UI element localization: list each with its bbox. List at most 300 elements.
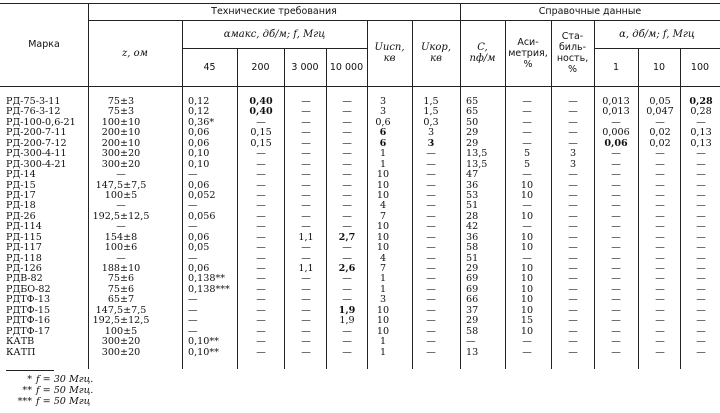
cell-a45: 0,06 (188, 179, 210, 191)
cell-b100: — (696, 221, 706, 233)
header-capacitance: C, пф/м (469, 42, 496, 64)
header-corona-voltage: Uкор, кв (421, 42, 451, 64)
cell-a200: — (256, 116, 266, 128)
cell-stab: — (568, 315, 578, 327)
cell-uisp: 1 (379, 273, 387, 285)
cell-z: 188±10 (101, 263, 141, 274)
cell-b10: — (655, 242, 665, 254)
cell-b100: — (696, 116, 706, 128)
cell-mark: РД-300-4-21 (6, 158, 67, 170)
cell-b10: 0,047 (646, 106, 674, 118)
cell-z: 200±10 (101, 127, 141, 139)
cell-b100: — (696, 283, 706, 295)
cell-b10: — (655, 273, 665, 285)
cell-c: — (466, 336, 476, 348)
cell-stab: 3 (569, 158, 577, 170)
cell-a45: 0,10 (188, 158, 210, 170)
cell-a200: — (256, 304, 266, 316)
cell-uisp: 10 (376, 315, 390, 327)
cell-z: 147,5±7,5 (95, 179, 147, 191)
cell-b1: — (611, 189, 621, 201)
cell-uisp: 10 (376, 304, 390, 316)
cell-uisp: 7 (379, 210, 387, 222)
cell-b1: 0,06 (604, 137, 628, 149)
cell-ukor: 3 (427, 127, 435, 139)
cell-a45: 0,10** (188, 336, 219, 348)
cell-ukor: — (426, 346, 436, 358)
cell-a3000: — (301, 336, 311, 348)
header-beta: α, дб/м; f, Мгц (619, 28, 695, 40)
cell-b100: — (696, 200, 706, 212)
cell-b1: — (611, 325, 621, 337)
cell-b100: — (696, 210, 706, 222)
cell-a3000: — (301, 169, 311, 181)
cell-mark: РД-117 (6, 242, 42, 254)
cell-a10k: — (342, 158, 352, 170)
cell-stab: — (568, 304, 578, 316)
cell-uisp: 10 (376, 221, 390, 233)
cell-b10: — (655, 158, 665, 170)
cell-ukor: 1,5 (423, 106, 439, 118)
footnote-marker: * (27, 374, 32, 385)
cell-a45: 0,138** (188, 273, 226, 285)
cell-a3000: — (301, 283, 311, 295)
cell-stab: — (568, 263, 578, 274)
cell-z: 100±5 (104, 325, 138, 337)
cell-a45: 0,12 (188, 106, 210, 118)
cell-uisp: 1 (379, 346, 387, 358)
cell-a10k: 2,6 (338, 263, 356, 274)
cell-mark: РД-100-0,6-21 (6, 116, 76, 128)
cell-ukor: — (426, 169, 436, 181)
cell-c: 29 (466, 137, 479, 149)
cell-asym: 5 (523, 158, 531, 170)
cell-a200: — (256, 221, 266, 233)
cell-b10: — (655, 325, 665, 337)
cell-z: 192,5±12,5 (92, 315, 150, 327)
cell-mark: РДТФ-15 (6, 304, 51, 316)
cell-a10k: 1,9 (339, 315, 355, 327)
cell-uisp: 6 (379, 127, 387, 139)
cell-ukor: — (426, 252, 436, 264)
cell-asym: 15 (520, 315, 534, 327)
header-reference-data: Справочные данные (538, 6, 642, 17)
cell-a45: 0,10 (188, 148, 210, 160)
cell-b100: 0,13 (690, 137, 712, 149)
cell-uisp: 3 (379, 96, 387, 107)
cell-a3000: — (301, 346, 311, 358)
cell-a3000: — (301, 252, 311, 264)
cell-b100: 0,28 (689, 96, 713, 107)
cell-asym: — (522, 336, 532, 348)
cell-b100: — (696, 242, 706, 254)
cell-b10: — (655, 304, 665, 316)
cell-a10k: — (342, 242, 352, 254)
cell-a3000: — (301, 325, 311, 337)
cell-uisp: 10 (376, 242, 390, 254)
table-row (0, 337, 720, 347)
cell-z: 192,5±12,5 (92, 210, 150, 222)
cell-a3000: — (301, 137, 311, 149)
cell-stab: — (568, 221, 578, 233)
cell-b1: — (611, 158, 621, 170)
cell-b100: — (696, 179, 706, 191)
cell-uisp: 3 (379, 294, 387, 306)
cell-a3000: 1,1 (298, 231, 314, 243)
cell-b10: — (655, 231, 665, 243)
cell-b10: — (655, 294, 665, 306)
cell-b10: — (655, 263, 665, 274)
cell-asym: 10 (520, 294, 534, 306)
cell-b10: — (655, 116, 665, 128)
cell-asym: 10 (520, 242, 534, 254)
cell-a45: 0,10** (188, 346, 219, 358)
cell-uisp: 1 (379, 283, 387, 295)
cell-b10: — (655, 189, 665, 201)
cell-asym: 10 (520, 273, 534, 285)
cell-a3000: — (301, 96, 311, 107)
cell-a10k: — (342, 137, 352, 149)
cell-a200: — (256, 200, 266, 212)
cell-c: 51 (466, 200, 479, 212)
cell-a45: — (188, 252, 198, 264)
cell-b1: — (611, 116, 621, 128)
header-alpha-freq: 45 (203, 61, 216, 73)
cell-uisp: 1 (379, 336, 387, 348)
cell-b100: — (696, 325, 706, 337)
table-row (0, 170, 720, 180)
cell-mark: РДБО-82 (6, 283, 51, 295)
cell-c: 36 (466, 179, 479, 191)
header-alpha-max: αмакс, дб/м; f, Мгц (223, 28, 326, 40)
cell-b10: — (655, 148, 665, 160)
cell-ukor: — (426, 148, 436, 160)
cell-b100: — (696, 231, 706, 243)
cell-mark: РДТФ-13 (6, 294, 51, 306)
cell-ukor: — (426, 263, 436, 274)
cell-a200: 0,15 (250, 127, 272, 139)
header-mark: Марка (28, 39, 60, 50)
header-beta-freq: 10 (652, 61, 666, 73)
cell-asym: — (522, 169, 532, 181)
cell-b10: — (655, 346, 665, 358)
cell-b1: — (611, 283, 621, 295)
cell-stab: — (568, 346, 578, 358)
cell-a3000: — (301, 189, 311, 201)
cell-uisp: 4 (379, 252, 387, 264)
cell-asym: 10 (520, 179, 534, 191)
cell-b10: — (655, 169, 665, 181)
cell-stab: — (568, 273, 578, 285)
cell-stab: — (568, 210, 578, 222)
cell-a10k: — (342, 336, 352, 348)
cell-a45: — (188, 294, 198, 306)
cell-ukor: — (426, 304, 436, 316)
footnotes (6, 374, 93, 407)
cell-mark: РД-15 (6, 179, 36, 191)
cell-z: — (116, 252, 126, 264)
cell-b100: — (696, 315, 706, 327)
cell-a45: 0,06 (188, 231, 210, 243)
cell-a10k: — (342, 189, 352, 201)
cell-c: 42 (466, 221, 479, 233)
cell-c: 29 (466, 315, 479, 327)
cell-a10k: 1,9 (338, 304, 356, 316)
header-bottom-rule (0, 86, 720, 87)
cell-a200: — (256, 315, 266, 327)
cell-asym: — (522, 96, 532, 107)
cell-ukor: 3 (427, 137, 435, 149)
cell-a10k: — (342, 106, 352, 118)
cell-a200: — (256, 179, 266, 191)
cell-a10k: — (342, 221, 352, 233)
cell-a200: — (256, 242, 266, 254)
cell-uisp: 6 (379, 137, 387, 149)
cell-mark: РДВ-82 (6, 273, 43, 285)
cell-ukor: 0,3 (423, 116, 439, 128)
cell-a3000: — (301, 242, 311, 254)
cell-c: 47 (466, 169, 479, 181)
cell-b10: — (655, 210, 665, 222)
cell-b1: — (611, 304, 621, 316)
cell-z: 65±7 (107, 294, 135, 306)
cell-ukor: — (426, 283, 436, 295)
header-test-voltage: Uисп, кв (374, 42, 405, 64)
cell-stab: — (568, 116, 578, 128)
cell-b10: — (655, 315, 665, 327)
cell-b10: — (655, 283, 665, 295)
cell-asym: 10 (520, 189, 534, 201)
cell-mark: РД-200-7-11 (6, 127, 67, 139)
cell-a200: — (256, 283, 266, 295)
cell-a3000: — (301, 127, 311, 139)
cell-c: 37 (466, 304, 479, 316)
cell-z: 300±20 (101, 346, 141, 358)
header-alpha-freq: 10 000 (329, 61, 364, 73)
cell-a10k: — (342, 283, 352, 295)
cell-b1: — (611, 336, 621, 348)
cell-asym: — (522, 221, 532, 233)
cell-b1: 0,013 (602, 106, 630, 118)
cell-a3000: — (301, 158, 311, 170)
cell-uisp: 10 (376, 179, 390, 191)
cell-a200: — (256, 158, 266, 170)
cell-b1: — (611, 252, 621, 264)
cell-b1: — (611, 273, 621, 285)
cell-uisp: 0,6 (375, 116, 391, 128)
cell-a3000: — (301, 221, 311, 233)
cell-asym: 10 (520, 304, 534, 316)
cell-c: 66 (466, 294, 479, 306)
cell-b100: 0,28 (690, 106, 712, 118)
cell-mark: РДТФ-17 (6, 325, 51, 337)
cell-a45: — (188, 325, 198, 337)
cell-mark: РД-76-3-12 (6, 106, 61, 118)
cell-stab: — (568, 127, 578, 139)
cell-z: — (116, 169, 126, 181)
cell-stab: 3 (569, 148, 577, 160)
cell-mark: РД-114 (6, 221, 42, 233)
cell-b1: — (611, 294, 621, 306)
cell-b100: — (696, 346, 706, 358)
cell-a200: — (256, 346, 266, 358)
cell-stab: — (568, 189, 578, 201)
cell-asym: — (522, 200, 532, 212)
cell-b1: — (611, 179, 621, 191)
cell-c: 58 (466, 242, 479, 254)
cell-z: 147,5±7,5 (95, 304, 147, 316)
cell-stab: — (568, 106, 578, 118)
cell-a45: — (188, 304, 198, 316)
cell-a10k: — (342, 325, 352, 337)
cell-stab: — (568, 283, 578, 295)
cell-a45: 0,05 (188, 242, 210, 254)
cell-mark: РД-115 (6, 231, 42, 243)
cell-z: 300±20 (101, 148, 141, 160)
cell-ukor: — (426, 315, 436, 327)
cell-a10k: — (342, 210, 352, 222)
cell-a45: — (188, 169, 198, 181)
cell-c: 65 (466, 96, 479, 107)
cell-b10: 0,05 (649, 96, 671, 107)
cell-b1: — (611, 242, 621, 254)
cell-uisp: 10 (376, 189, 390, 201)
cell-mark: РД-200-7-12 (6, 137, 67, 149)
cell-mark: РД-14 (6, 169, 36, 181)
cell-a45: 0,06 (188, 127, 210, 139)
cell-asym: — (522, 137, 532, 149)
cell-z: 75±6 (107, 273, 135, 285)
cell-a45: 0,06 (188, 137, 210, 149)
cell-ukor: — (426, 273, 436, 285)
table-row (0, 243, 720, 253)
table-row (0, 348, 720, 358)
cell-a200: — (256, 252, 266, 264)
cell-asym: — (522, 346, 532, 358)
footnote-text: f = 50 Мгц (36, 396, 91, 407)
cell-z: 154±8 (104, 231, 138, 243)
cell-a3000: — (301, 179, 311, 191)
cell-a10k: 2,7 (338, 231, 356, 243)
cell-c: 69 (466, 273, 479, 285)
cell-a200: — (256, 148, 266, 160)
cell-a3000: 1,1 (298, 263, 314, 274)
cell-z: 100±10 (101, 116, 141, 128)
cell-a10k: — (342, 252, 352, 264)
cell-ukor: — (426, 231, 436, 243)
cell-c: 36 (466, 231, 479, 243)
cell-c: 13 (466, 346, 479, 358)
cell-ukor: — (426, 210, 436, 222)
cell-a10k: — (342, 346, 352, 358)
cell-asym: 10 (520, 231, 534, 243)
cell-a200: — (256, 189, 266, 201)
cell-z: 100±5 (104, 189, 138, 201)
cell-c: 28 (466, 210, 479, 222)
cell-asym: 10 (520, 263, 534, 274)
cell-stab: — (568, 96, 578, 107)
cell-stab: — (568, 325, 578, 337)
cell-mark: КАТВ (6, 336, 35, 348)
cell-stab: — (568, 179, 578, 191)
cell-z: 75±3 (107, 96, 135, 107)
cell-a3000: — (301, 200, 311, 212)
cell-b1: — (611, 200, 621, 212)
footnote-marker: *** (17, 396, 32, 407)
cell-c: 69 (466, 283, 479, 295)
cell-asym: — (522, 252, 532, 264)
table-body (0, 97, 720, 358)
footnote (6, 385, 93, 396)
cell-b100: — (696, 169, 706, 181)
header-asymmetry: Аси-метрия, % (508, 36, 548, 70)
cell-asym: 10 (520, 210, 534, 222)
cell-ukor: — (426, 189, 436, 201)
cell-uisp: 3 (379, 106, 387, 118)
cell-a200: — (256, 231, 266, 243)
cell-a3000: — (301, 148, 311, 160)
footnote-text: f = 50 Мгц. (36, 385, 94, 396)
cell-ukor: — (426, 242, 436, 254)
footnote-text: f = 30 Мгц. (36, 374, 94, 385)
cell-asym: — (522, 106, 532, 118)
cell-b100: — (696, 158, 706, 170)
cell-b100: — (696, 189, 706, 201)
cell-uisp: 10 (376, 169, 390, 181)
cell-a45: 0,12 (188, 96, 210, 107)
cell-b10: — (655, 336, 665, 348)
cell-mark: РД-17 (6, 189, 36, 201)
cell-ukor: — (426, 294, 436, 306)
cell-stab: — (568, 252, 578, 264)
cell-a45: — (188, 315, 198, 327)
cell-mark: РД-26 (6, 210, 36, 222)
cell-stab: — (568, 242, 578, 254)
cell-ukor: — (426, 200, 436, 212)
cell-b1: — (611, 169, 621, 181)
header-alpha-freq: 200 (251, 61, 270, 73)
cell-a3000: — (301, 210, 311, 222)
cell-ukor: — (426, 325, 436, 337)
cell-asym: — (522, 116, 532, 128)
cell-uisp: 1 (379, 148, 387, 160)
cell-b1: — (611, 263, 621, 274)
cell-a200: — (256, 336, 266, 348)
cell-b100: — (696, 294, 706, 306)
cell-a10k: — (342, 116, 352, 128)
cell-stab: — (568, 231, 578, 243)
cell-c: 13,5 (466, 148, 488, 160)
cell-a200: — (256, 263, 266, 274)
cell-a10k: — (342, 200, 352, 212)
footnote (6, 374, 93, 385)
cell-b100: — (696, 252, 706, 264)
cell-a45: 0,36* (188, 116, 215, 128)
cell-stab: — (568, 200, 578, 212)
cell-mark: РД-300-4-11 (6, 148, 67, 160)
cell-stab: — (568, 294, 578, 306)
cell-c: 53 (466, 189, 479, 201)
cell-b10: — (655, 221, 665, 233)
cell-mark: РД-75-3-11 (6, 96, 61, 107)
cell-mark: РДТФ-16 (6, 315, 51, 327)
cell-a10k: — (342, 179, 352, 191)
cell-b10: — (655, 252, 665, 264)
cell-b1: — (611, 231, 621, 243)
cell-b1: — (611, 221, 621, 233)
cell-stab: — (568, 336, 578, 348)
cell-a200: — (256, 210, 266, 222)
